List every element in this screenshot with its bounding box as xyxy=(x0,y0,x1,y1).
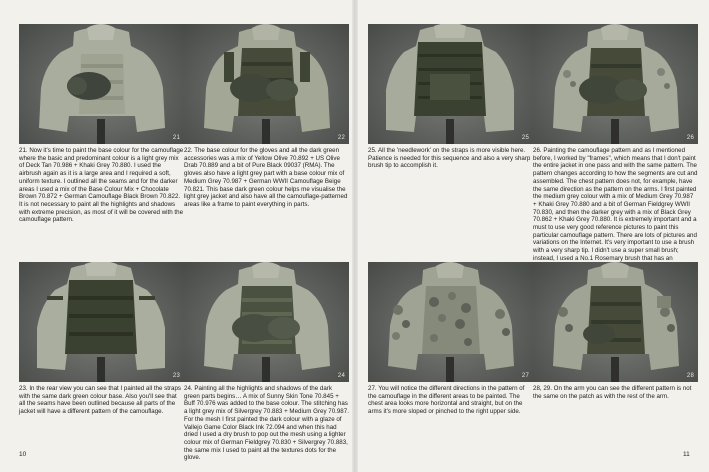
bust-arm-camo-illustration xyxy=(533,262,698,382)
photo-21 xyxy=(19,24,184,144)
page-gutter xyxy=(352,0,358,472)
photo-22 xyxy=(184,24,349,144)
bust-rear-straps-illustration xyxy=(368,24,533,144)
photo-23 xyxy=(19,262,184,382)
figure-number: 24 xyxy=(337,373,345,379)
figure-number: 21 xyxy=(172,135,180,141)
page-number-right: 11 xyxy=(683,451,690,458)
photo-27 xyxy=(368,262,533,382)
photo-24 xyxy=(184,262,349,382)
figure-number: 27 xyxy=(521,373,529,379)
caption-24: 24. Painting all the highlights and shadows of the dark green parts begins… A mix of Sunny Skin Tone 70.845 + Buff 70.976 was added to the base colour. The stitching has a light grey mix of Silvergrey 70.883 + Medium Grey 70.987. For the mesh I first painted the dark colour with a glaze of Vallejo Game Color Black Ink 72.094 and when this had dried I used a dry brush to pop out the mesh using a lighter colour mix of German Fieldgrey 70.830 + Silvergrey 70.883, the same mix I used to paint all the textures dots for the glove. xyxy=(184,385,349,462)
caption-22: 22. The base colour for the gloves and all the dark green accessories was a mix of Yellow Olive 70.892 + US Olive Drab 70.889 and a bit of Pure Black 09037 (RMA). The gloves also have a light grey part with a base colour mix of Medium Grey 70.987 + German WWII Camouflage Beige 70.821. This base dark green colour helps me visualise the light grey jacket and also have all the camouflage-patterned areas like a frame to paint everything in parts. xyxy=(184,147,348,208)
bust-front-green-illustration xyxy=(184,24,349,144)
photo-25 xyxy=(368,24,533,144)
caption-27: 27. You will notice the different directions in the pattern of the camouflage in the different areas to be painted. The chest area looks more horizontal and straight, but on the arms it's more sloped or pinched to the right upper side. xyxy=(368,385,525,416)
photo-28 xyxy=(533,262,698,382)
caption-28-29: 28, 29. On the arm you can see the different pattern is not the same on the patch as with the rest of the arm. xyxy=(533,385,692,400)
figure-number: 22 xyxy=(337,135,345,141)
caption-26: 26. Painting the camouflage pattern and as I mentioned before, I worked by "frames", which means that I don't paint the entire jacket in one pass and with the same pattern. The pattern changes according to how the segments are cut and assembled. The chest pattern does not, for example, have the same direction as the pattern on the arms. I first painted the medium grey colour with a mix of Medium Grey 70.987 + Khaki Grey 70.880 and a bit of German Fieldgrey WWII 70.830, and then the darker grey with a mix of Black Grey 70.862 + Khaki Grey 70.880. It is extremely important and a must to use very good reference pictures to paint this particular camouflage pattern. There are lots of pictures and variations on the Internet. It's very important to use a brush with a very sharp tip. I didn't use a super small brush; instead, I used a No.1 Rosemary brush that has an xyxy=(533,147,698,262)
caption-23: 23. In the rear view you can see that I painted all the straps with the same dark green colour base. Also you'll see that all the seams have been outlined because all parts of the jacket will have a different pattern of the camouflage. xyxy=(19,385,182,416)
bust-side-camo-illustration xyxy=(368,262,533,382)
figure-number: 28 xyxy=(686,373,694,379)
figure-number: 25 xyxy=(521,135,529,141)
caption-21: 21. Now it's time to paint the base colour for the camouflage where the basic and predominant colour is a light grey mix of Deck Tan 70.986 + Khaki Grey 70.880. I used the airbrush again as it is a large area and I required a soft, uniform texture. I outlined all the seams and for the darker areas I used a mix of the Base Colour Mix + Chocolate Brown 70.872 + German Camouflage Black Brown 70.822. It is not necessary to paint all the highlights and shadows with extreme precision, as most of it will be covered with the camouflage pattern. xyxy=(19,147,184,224)
figure-number: 26 xyxy=(686,135,694,141)
caption-25: 25. All the 'needlework' on the straps is more visible here. Patience is needed for this sequence and also a very sharp brush tip to accomplish it. xyxy=(368,147,531,170)
bust-front-highlights-illustration xyxy=(184,262,349,382)
bust-front-grey-illustration xyxy=(19,24,184,144)
page-number-left: 10 xyxy=(19,451,27,458)
photo-26 xyxy=(533,24,698,144)
figure-number: 23 xyxy=(172,373,180,379)
bust-rear-green-illustration xyxy=(19,262,184,382)
bust-front-camo-start-illustration xyxy=(533,24,698,144)
